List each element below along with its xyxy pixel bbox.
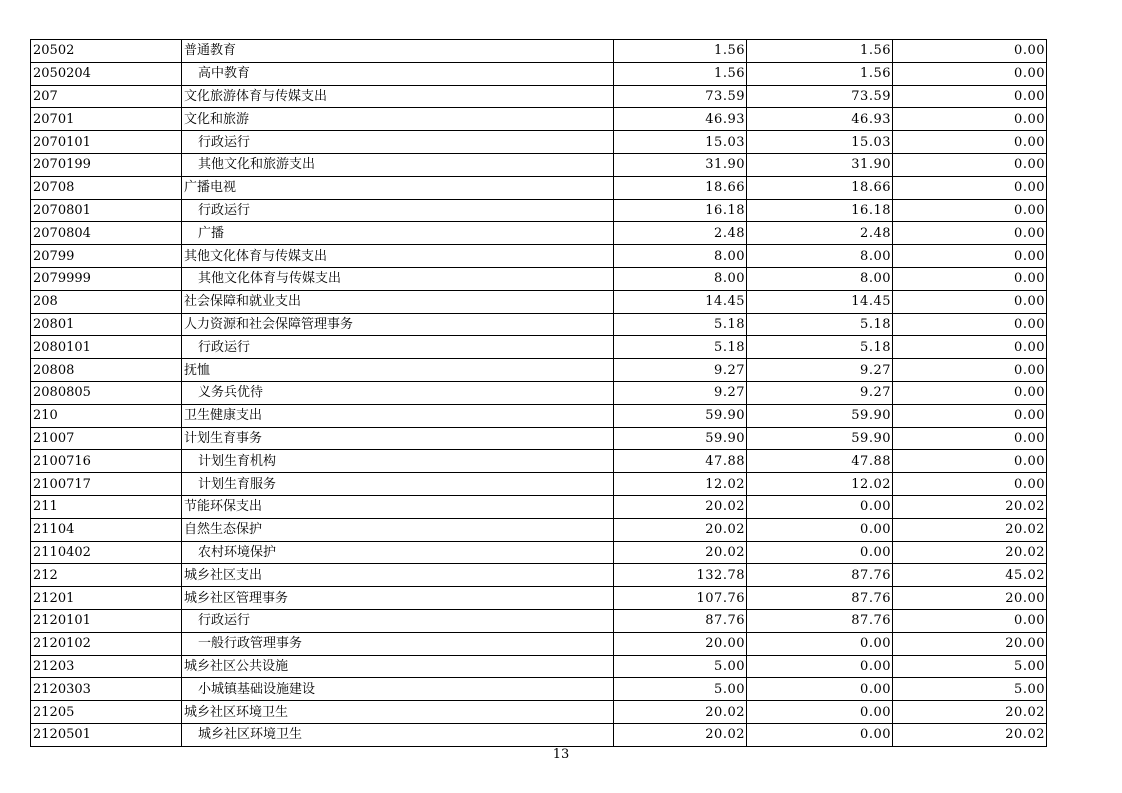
subject-name-cell: 文化旅游体育与传媒支出 xyxy=(182,85,614,108)
basic-expenditure-cell: 87.76 xyxy=(747,587,893,610)
project-expenditure-cell: 20.02 xyxy=(893,723,1047,746)
basic-expenditure-cell: 59.90 xyxy=(747,404,893,427)
table-row xyxy=(31,245,1047,268)
budget-table xyxy=(30,39,1047,747)
basic-expenditure-cell: 16.18 xyxy=(747,199,893,222)
subject-code-cell: 20502 xyxy=(31,40,182,63)
subject-code-cell: 211 xyxy=(31,495,182,518)
table-row xyxy=(31,632,1047,655)
total-amount-cell: 46.93 xyxy=(614,108,747,131)
total-amount-cell: 87.76 xyxy=(614,609,747,632)
subject-name-cell: 城乡社区公共设施 xyxy=(182,655,614,678)
basic-expenditure-cell: 9.27 xyxy=(747,381,893,404)
subject-name-cell: 义务兵优待 xyxy=(182,381,614,404)
basic-expenditure-cell: 0.00 xyxy=(747,701,893,724)
subject-code-cell: 20799 xyxy=(31,245,182,268)
total-amount-cell: 9.27 xyxy=(614,381,747,404)
total-amount-cell: 132.78 xyxy=(614,564,747,587)
table-row xyxy=(31,222,1047,245)
project-expenditure-cell: 0.00 xyxy=(893,267,1047,290)
table-row xyxy=(31,404,1047,427)
table-row xyxy=(31,359,1047,382)
subject-name-cell: 计划生育服务 xyxy=(182,473,614,496)
project-expenditure-cell: 0.00 xyxy=(893,245,1047,268)
total-amount-cell: 15.03 xyxy=(614,131,747,154)
subject-name-cell: 社会保障和就业支出 xyxy=(182,290,614,313)
total-amount-cell: 20.02 xyxy=(614,495,747,518)
subject-name-cell: 其他文化体育与传媒支出 xyxy=(182,245,614,268)
project-expenditure-cell: 0.00 xyxy=(893,153,1047,176)
table-row xyxy=(31,290,1047,313)
project-expenditure-cell: 0.00 xyxy=(893,313,1047,336)
table-row xyxy=(31,267,1047,290)
total-amount-cell: 8.00 xyxy=(614,267,747,290)
subject-code-cell: 21205 xyxy=(31,701,182,724)
project-expenditure-cell: 0.00 xyxy=(893,404,1047,427)
subject-code-cell: 2110402 xyxy=(31,541,182,564)
subject-code-cell: 2120303 xyxy=(31,678,182,701)
basic-expenditure-cell: 9.27 xyxy=(747,359,893,382)
subject-name-cell: 行政运行 xyxy=(182,131,614,154)
subject-name-cell: 行政运行 xyxy=(182,609,614,632)
project-expenditure-cell: 20.02 xyxy=(893,518,1047,541)
table-row xyxy=(31,381,1047,404)
page-number: 13 xyxy=(552,747,570,762)
total-amount-cell: 12.02 xyxy=(614,473,747,496)
subject-name-cell: 农村环境保护 xyxy=(182,541,614,564)
project-expenditure-cell: 0.00 xyxy=(893,381,1047,404)
total-amount-cell: 5.00 xyxy=(614,655,747,678)
subject-code-cell: 21007 xyxy=(31,427,182,450)
subject-code-cell: 2120101 xyxy=(31,609,182,632)
subject-name-cell: 小城镇基础设施建设 xyxy=(182,678,614,701)
basic-expenditure-cell: 1.56 xyxy=(747,40,893,63)
total-amount-cell: 18.66 xyxy=(614,176,747,199)
total-amount-cell: 59.90 xyxy=(614,427,747,450)
table-row xyxy=(31,541,1047,564)
project-expenditure-cell: 0.00 xyxy=(893,359,1047,382)
subject-name-cell: 城乡社区环境卫生 xyxy=(182,701,614,724)
subject-code-cell: 21104 xyxy=(31,518,182,541)
project-expenditure-cell: 20.02 xyxy=(893,541,1047,564)
subject-name-cell: 节能环保支出 xyxy=(182,495,614,518)
total-amount-cell: 1.56 xyxy=(614,40,747,63)
basic-expenditure-cell: 8.00 xyxy=(747,245,893,268)
basic-expenditure-cell: 0.00 xyxy=(747,655,893,678)
project-expenditure-cell: 0.00 xyxy=(893,85,1047,108)
subject-name-cell: 文化和旅游 xyxy=(182,108,614,131)
subject-name-cell: 城乡社区支出 xyxy=(182,564,614,587)
basic-expenditure-cell: 0.00 xyxy=(747,495,893,518)
subject-name-cell: 行政运行 xyxy=(182,199,614,222)
subject-name-cell: 计划生育事务 xyxy=(182,427,614,450)
basic-expenditure-cell: 5.18 xyxy=(747,336,893,359)
total-amount-cell: 8.00 xyxy=(614,245,747,268)
table-row xyxy=(31,518,1047,541)
subject-code-cell: 2080101 xyxy=(31,336,182,359)
subject-code-cell: 2070101 xyxy=(31,131,182,154)
subject-name-cell: 自然生态保护 xyxy=(182,518,614,541)
project-expenditure-cell: 0.00 xyxy=(893,609,1047,632)
total-amount-cell: 47.88 xyxy=(614,450,747,473)
project-expenditure-cell: 20.00 xyxy=(893,587,1047,610)
table-row xyxy=(31,495,1047,518)
subject-code-cell: 210 xyxy=(31,404,182,427)
project-expenditure-cell: 5.00 xyxy=(893,678,1047,701)
subject-code-cell: 20701 xyxy=(31,108,182,131)
subject-code-cell: 2120501 xyxy=(31,723,182,746)
project-expenditure-cell: 0.00 xyxy=(893,290,1047,313)
basic-expenditure-cell: 0.00 xyxy=(747,632,893,655)
subject-code-cell: 2050204 xyxy=(31,62,182,85)
subject-code-cell: 2079999 xyxy=(31,267,182,290)
subject-code-cell: 212 xyxy=(31,564,182,587)
subject-name-cell: 普通教育 xyxy=(182,40,614,63)
subject-code-cell: 2100717 xyxy=(31,473,182,496)
subject-name-cell: 城乡社区管理事务 xyxy=(182,587,614,610)
table-row xyxy=(31,450,1047,473)
subject-name-cell: 行政运行 xyxy=(182,336,614,359)
basic-expenditure-cell: 1.56 xyxy=(747,62,893,85)
basic-expenditure-cell: 0.00 xyxy=(747,678,893,701)
basic-expenditure-cell: 46.93 xyxy=(747,108,893,131)
total-amount-cell: 20.02 xyxy=(614,541,747,564)
subject-name-cell: 其他文化体育与传媒支出 xyxy=(182,267,614,290)
project-expenditure-cell: 20.02 xyxy=(893,495,1047,518)
subject-name-cell: 卫生健康支出 xyxy=(182,404,614,427)
basic-expenditure-cell: 0.00 xyxy=(747,518,893,541)
project-expenditure-cell: 5.00 xyxy=(893,655,1047,678)
basic-expenditure-cell: 0.00 xyxy=(747,541,893,564)
total-amount-cell: 20.02 xyxy=(614,518,747,541)
total-amount-cell: 31.90 xyxy=(614,153,747,176)
total-amount-cell: 5.00 xyxy=(614,678,747,701)
table-row xyxy=(31,587,1047,610)
table-row xyxy=(31,678,1047,701)
subject-code-cell: 20801 xyxy=(31,313,182,336)
table-row xyxy=(31,313,1047,336)
subject-code-cell: 2070804 xyxy=(31,222,182,245)
subject-code-cell: 20708 xyxy=(31,176,182,199)
basic-expenditure-cell: 18.66 xyxy=(747,176,893,199)
subject-code-cell: 2100716 xyxy=(31,450,182,473)
subject-name-cell: 城乡社区环境卫生 xyxy=(182,723,614,746)
total-amount-cell: 5.18 xyxy=(614,336,747,359)
basic-expenditure-cell: 8.00 xyxy=(747,267,893,290)
basic-expenditure-cell: 73.59 xyxy=(747,85,893,108)
table-row xyxy=(31,85,1047,108)
basic-expenditure-cell: 2.48 xyxy=(747,222,893,245)
total-amount-cell: 59.90 xyxy=(614,404,747,427)
project-expenditure-cell: 0.00 xyxy=(893,62,1047,85)
basic-expenditure-cell: 87.76 xyxy=(747,609,893,632)
subject-code-cell: 2120102 xyxy=(31,632,182,655)
subject-name-cell: 其他文化和旅游支出 xyxy=(182,153,614,176)
project-expenditure-cell: 0.00 xyxy=(893,473,1047,496)
subject-name-cell: 抚恤 xyxy=(182,359,614,382)
basic-expenditure-cell: 15.03 xyxy=(747,131,893,154)
subject-name-cell: 高中教育 xyxy=(182,62,614,85)
table-row xyxy=(31,609,1047,632)
table-row xyxy=(31,427,1047,450)
project-expenditure-cell: 0.00 xyxy=(893,176,1047,199)
project-expenditure-cell: 20.00 xyxy=(893,632,1047,655)
total-amount-cell: 20.00 xyxy=(614,632,747,655)
project-expenditure-cell: 0.00 xyxy=(893,222,1047,245)
project-expenditure-cell: 0.00 xyxy=(893,450,1047,473)
basic-expenditure-cell: 87.76 xyxy=(747,564,893,587)
table-row xyxy=(31,473,1047,496)
project-expenditure-cell: 0.00 xyxy=(893,131,1047,154)
total-amount-cell: 73.59 xyxy=(614,85,747,108)
table-row xyxy=(31,199,1047,222)
subject-code-cell: 21203 xyxy=(31,655,182,678)
subject-name-cell: 广播 xyxy=(182,222,614,245)
total-amount-cell: 14.45 xyxy=(614,290,747,313)
total-amount-cell: 20.02 xyxy=(614,701,747,724)
table-row xyxy=(31,153,1047,176)
table-row xyxy=(31,176,1047,199)
subject-code-cell: 2070199 xyxy=(31,153,182,176)
project-expenditure-cell: 0.00 xyxy=(893,40,1047,63)
total-amount-cell: 5.18 xyxy=(614,313,747,336)
total-amount-cell: 2.48 xyxy=(614,222,747,245)
subject-code-cell: 21201 xyxy=(31,587,182,610)
subject-code-cell: 2080805 xyxy=(31,381,182,404)
basic-expenditure-cell: 0.00 xyxy=(747,723,893,746)
subject-code-cell: 2070801 xyxy=(31,199,182,222)
subject-code-cell: 20808 xyxy=(31,359,182,382)
table-row xyxy=(31,723,1047,746)
basic-expenditure-cell: 12.02 xyxy=(747,473,893,496)
table-row xyxy=(31,40,1047,63)
total-amount-cell: 1.56 xyxy=(614,62,747,85)
total-amount-cell: 9.27 xyxy=(614,359,747,382)
table-row xyxy=(31,701,1047,724)
subject-name-cell: 人力资源和社会保障管理事务 xyxy=(182,313,614,336)
table-row xyxy=(31,655,1047,678)
total-amount-cell: 20.02 xyxy=(614,723,747,746)
total-amount-cell: 107.76 xyxy=(614,587,747,610)
table-row xyxy=(31,108,1047,131)
budget-table-body xyxy=(31,40,1047,747)
table-row xyxy=(31,336,1047,359)
basic-expenditure-cell: 14.45 xyxy=(747,290,893,313)
subject-code-cell: 208 xyxy=(31,290,182,313)
subject-name-cell: 广播电视 xyxy=(182,176,614,199)
subject-name-cell: 计划生育机构 xyxy=(182,450,614,473)
basic-expenditure-cell: 59.90 xyxy=(747,427,893,450)
table-row xyxy=(31,131,1047,154)
project-expenditure-cell: 45.02 xyxy=(893,564,1047,587)
basic-expenditure-cell: 5.18 xyxy=(747,313,893,336)
basic-expenditure-cell: 31.90 xyxy=(747,153,893,176)
subject-name-cell: 一般行政管理事务 xyxy=(182,632,614,655)
project-expenditure-cell: 0.00 xyxy=(893,199,1047,222)
project-expenditure-cell: 20.02 xyxy=(893,701,1047,724)
subject-code-cell: 207 xyxy=(31,85,182,108)
project-expenditure-cell: 0.00 xyxy=(893,427,1047,450)
table-row xyxy=(31,564,1047,587)
project-expenditure-cell: 0.00 xyxy=(893,336,1047,359)
table-row xyxy=(31,62,1047,85)
total-amount-cell: 16.18 xyxy=(614,199,747,222)
project-expenditure-cell: 0.00 xyxy=(893,108,1047,131)
basic-expenditure-cell: 47.88 xyxy=(747,450,893,473)
